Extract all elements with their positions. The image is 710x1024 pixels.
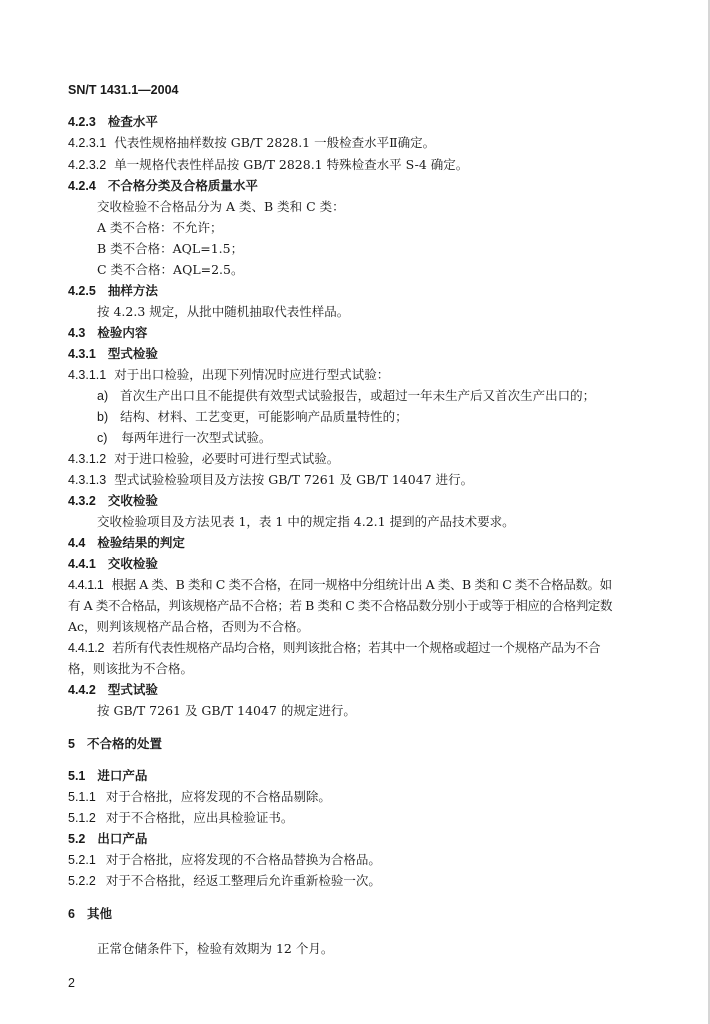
chapter-heading: 5 不合格的处置	[68, 736, 162, 751]
chapter-heading: 6 其他	[68, 906, 112, 921]
body-line: 格，则该批为不合格。	[68, 661, 194, 676]
body-line: 按 GB/T 7261 及 GB/T 14047 的规定进行。	[97, 703, 356, 718]
clause-line: 5.1.2 对于不合格批，应出具检验证书。	[68, 810, 294, 825]
list-item: c) 每两年进行一次型式试验。	[97, 430, 272, 445]
clause-line: 4.4.1.2 若所有代表性规格产品均合格，则判该批合格；若其中一个规格或超过一个规格产品为不合	[68, 640, 601, 655]
body-line: 按 4.2.3 规定，从批中随机抽取代表性样品。	[97, 304, 350, 319]
clause-line: 5.1.1 对于合格批，应将发现的不合格品剔除。	[68, 789, 331, 804]
page-header: SN/T 1431.1—2004	[68, 83, 179, 97]
body-line: Ac，则判该规格产品合格，否则为不合格。	[68, 619, 310, 634]
section-heading: 4.3.2 交收检验	[68, 493, 158, 508]
list-item: a) 首次生产出口且不能提供有效型式试验报告，或超过一年未生产后又首次生产出口的；	[97, 388, 596, 403]
section-heading: 4.2.3 检查水平	[68, 114, 158, 129]
body-line: C 类不合格：AQL=2.5。	[97, 262, 244, 277]
list-item: b) 结构、材料、工艺变更，可能影响产品质量特性的；	[97, 409, 408, 424]
section-heading: 4.2.5 抽样方法	[68, 283, 158, 298]
clause-line: 4.3.1.1 对于出口检验，出现下列情况时应进行型式试验：	[68, 367, 390, 382]
clause-line: 5.2.1 对于合格批，应将发现的不合格品替换为合格品。	[68, 852, 381, 867]
clause-line: 4.2.3.2 单一规格代表性样品按 GB/T 2828.1 特殊检查水平 S-4 确定。	[68, 157, 469, 172]
body-line: 交收检验不合格品分为 A 类、B 类和 C 类：	[97, 199, 345, 214]
section-heading: 4.4.1 交收检验	[68, 556, 158, 571]
clause-line: 4.4.1.1 根据 A 类、B 类和 C 类不合格，在同一规格中分组统计出 A 类、B 类和 C 类不合格品数。如	[68, 577, 612, 592]
section-heading: 4.4.2 型式试验	[68, 682, 158, 697]
clause-line: 5.2.2 对于不合格批，经返工整理后允许重新检验一次。	[68, 873, 381, 888]
clause-line: 4.2.3.1 代表性规格抽样数按 GB/T 2828.1 一般检查水平Ⅱ确定。	[68, 135, 436, 150]
page-number: 2	[68, 976, 75, 990]
section-heading: 5.2 出口产品	[68, 831, 148, 846]
body-line: 正常仓储条件下，检验有效期为 12 个月。	[97, 941, 334, 956]
body-line: B 类不合格：AQL=1.5；	[97, 241, 244, 256]
body-line: 有 A 类不合格品，判该规格产品不合格；若 B 类和 C 类不合格品数分别小于或等于相应的合格判定数	[68, 598, 613, 613]
section-heading: 4.3 检验内容	[68, 325, 148, 340]
clause-line: 4.3.1.2 对于进口检验，必要时可进行型式试验。	[68, 451, 340, 466]
section-heading: 4.3.1 型式检验	[68, 346, 158, 361]
section-heading: 4.4 检验结果的判定	[68, 535, 185, 550]
section-heading: 5.1 进口产品	[68, 768, 148, 783]
body-line: A 类不合格：不允许；	[97, 220, 223, 235]
clause-line: 4.3.1.3 型式试验检验项目及方法按 GB/T 7261 及 GB/T 14047 进行。	[68, 472, 474, 487]
body-line: 交收检验项目及方法见表 1，表 1 中的规定指 4.2.1 提到的产品技术要求。	[97, 514, 515, 529]
section-heading: 4.2.4 不合格分类及合格质量水平	[68, 178, 258, 193]
